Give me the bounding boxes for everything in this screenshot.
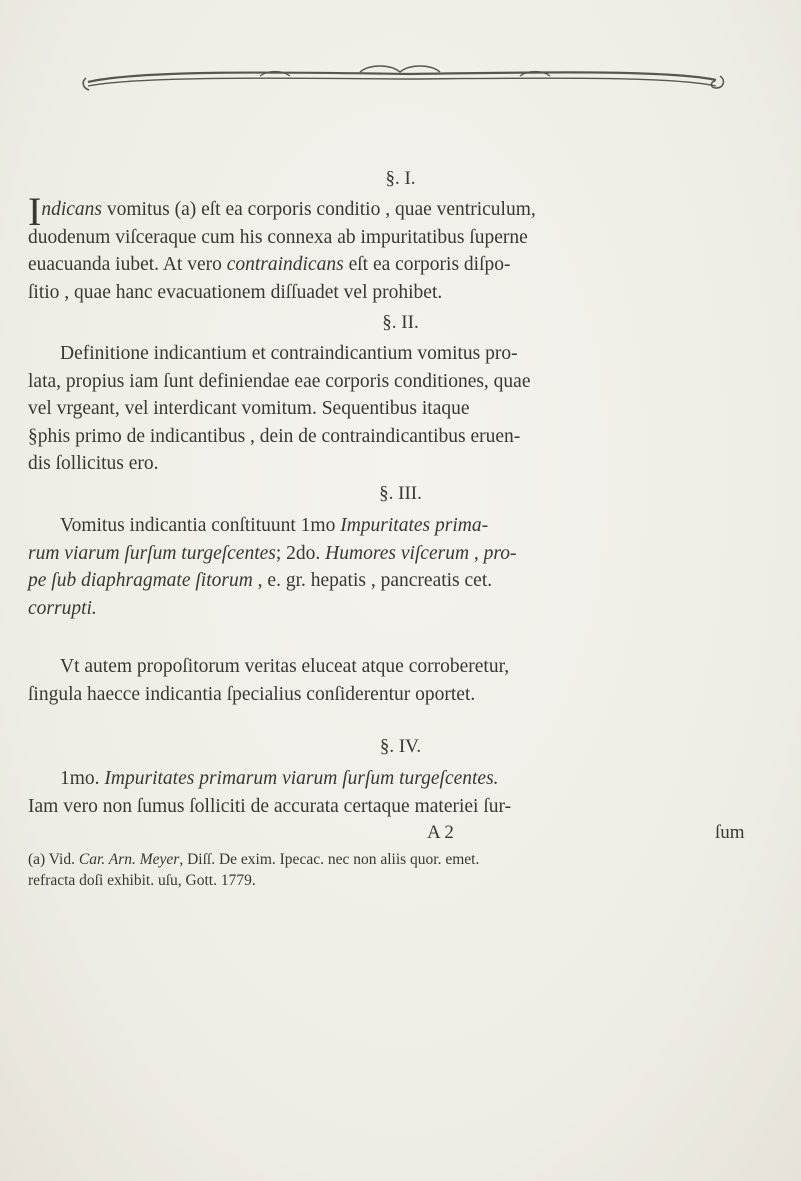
text-line: [28, 189, 776, 234]
text-line: duodenum viſceraque cum his connexa ab impuritatibus ſuperne: [28, 226, 528, 248]
footnote: [28, 849, 776, 891]
footnote-mark: (a): [28, 851, 46, 868]
text: , Diſſ. De exim. Ipecac. nec non aliis quor. emet.: [179, 851, 480, 868]
text-line: lata, propius iam ſunt definiendae eae corporis conditiones, quae: [28, 370, 531, 392]
footnote-line: refracta doſi exhibit. uſu, Gott. 1779.: [28, 872, 256, 889]
italic-text: pe ſub diaphragmate ſitorum: [28, 570, 253, 591]
decorative-rule-ornament: [80, 62, 725, 96]
text-line: [28, 765, 776, 793]
drop-cap: I: [28, 189, 42, 234]
section-3-heading: §. III.: [379, 483, 422, 504]
section-1-heading: §. I.: [385, 168, 416, 189]
text: vomitus (a) eſt ea corporis conditio , quae ventriculum,: [102, 199, 536, 220]
section-3-text: [28, 512, 776, 622]
text-line: Vt autem propoſitorum veritas eluceat atque corroberetur,: [60, 656, 510, 677]
text-line: dis ſollicitus ero.: [28, 453, 159, 474]
footnote-line: [28, 849, 776, 870]
section-2-heading: §. II.: [382, 312, 419, 333]
catchword: ſum: [715, 822, 745, 843]
text: Vomitus indicantia conſtituunt 1mo: [60, 515, 341, 536]
signature-mark: A 2: [427, 822, 454, 843]
text-line: [28, 251, 776, 279]
text-line: vel vrgeant, vel interdicant vomitum. Sequentibus itaque: [28, 398, 470, 419]
text-line: ſitio , quae hanc evacuationem diſſuadet vel prohibet.: [28, 281, 443, 303]
italic-text: Humores viſcerum , pro-: [325, 542, 517, 564]
italic-text: rum viarum ſurſum turgeſcentes: [28, 542, 276, 564]
term-indicans: ndicans: [41, 199, 102, 220]
section-1-text: [28, 189, 776, 306]
text: euacuanda iubet. At vero: [28, 254, 227, 275]
text: eſt ea corporis diſpo-: [343, 254, 511, 275]
section-3-continuation: [28, 653, 776, 708]
italic-text: Impuritates prima-: [340, 515, 489, 536]
section-2-text: [28, 340, 776, 478]
text: , e. gr. hepatis , pancreatis cet.: [252, 570, 493, 591]
text: 1mo.: [60, 768, 105, 789]
italic-text: Impuritates primarum viarum ſurſum turgeſcentes.: [104, 768, 499, 789]
text-line: §phis primo de indicantibus , dein de contraindicantibus eruen-: [28, 425, 521, 447]
text-line: Iam vero non ſumus ſolliciti de accurata certaque materiei ſur-: [28, 795, 512, 817]
text: ; 2do.: [275, 542, 326, 564]
section-4-heading: §. IV.: [379, 736, 422, 757]
text-line: [28, 595, 776, 623]
text-line: ſingula haecce indicantia ſpecialius conſiderentur oportet.: [28, 683, 476, 705]
section-4-text: [28, 765, 776, 820]
text-line: [28, 567, 776, 595]
text: Vid.: [45, 851, 79, 868]
footnote-author: Car. Arn. Meyer: [78, 851, 180, 868]
text-line: [28, 512, 776, 540]
term-contraindicans: contraindicans: [226, 254, 344, 275]
text-line: [28, 540, 776, 568]
italic-text: corrupti.: [28, 597, 97, 619]
text-line: Definitione indicantium et contraindicantium vomitus pro-: [60, 343, 518, 364]
